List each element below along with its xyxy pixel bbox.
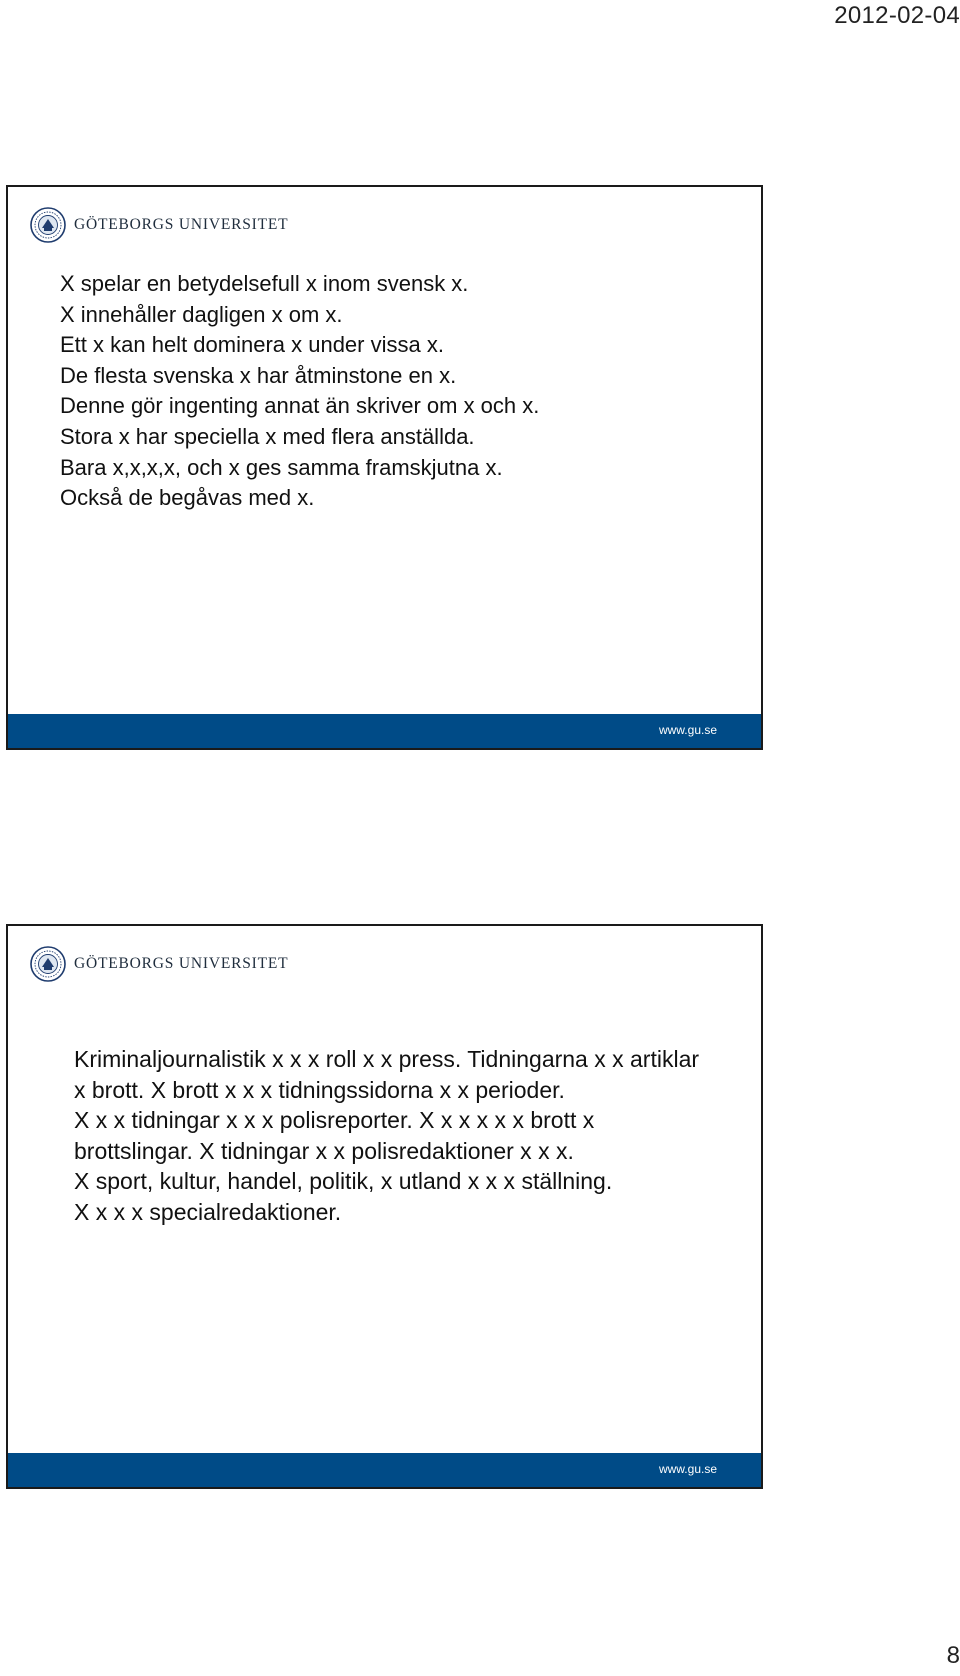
text-line: Bara x,x,x,x, och x ges samma framskjutna x. [60, 454, 503, 480]
university-name: GÖTEBORGS UNIVERSITET [74, 955, 289, 972]
footer-url: www.gu.se [658, 1462, 717, 1476]
slide-footer-bar [8, 714, 761, 748]
text-line: X spelar en betydelsefull x inom svensk x. [60, 271, 469, 296]
page-date: 2012-02-04 [834, 2, 960, 29]
university-logo [30, 944, 288, 984]
text-line: Ett x kan helt dominera x under vissa x. [60, 332, 444, 358]
text-line: De flesta svenska x har åtminstone en x. [60, 362, 457, 388]
page-number: 8 [946, 1642, 960, 1669]
university-logo [30, 205, 288, 245]
text-line: x brott. X brott x x x tidningssidorna x x perioder. [74, 1076, 565, 1103]
text-line: Stora x har speciella x med flera anställda. [60, 423, 475, 449]
text-line: X x x tidningar x x x polisreporter. X x x x x x brott x [74, 1107, 595, 1134]
text-line: X sport, kultur, handel, politik, x utland x x x ställning. [74, 1168, 613, 1195]
text-line: Också de begåvas med x. [60, 485, 315, 511]
text-line: brottslingar. X tidningar x x polisredaktioner x x x. [74, 1137, 574, 1164]
slide-body [60, 269, 755, 514]
slide-1 [6, 185, 763, 750]
university-seal-icon [30, 207, 66, 243]
footer-url: www.gu.se [658, 723, 717, 737]
text-line: Denne gör ingenting annat än skriver om x och x. [60, 393, 540, 419]
slide-body [74, 1044, 755, 1228]
slide-footer-bar [8, 1453, 761, 1487]
text-line: Kriminaljournalistik x x x roll x x press. Tidningarna x x artiklar [74, 1046, 700, 1072]
university-name: GÖTEBORGS UNIVERSITET [74, 216, 289, 233]
text-line: X innehåller dagligen x om x. [60, 301, 343, 327]
university-seal-icon [30, 946, 66, 982]
slide-2 [6, 924, 763, 1489]
text-line: X x x x specialredaktioner. [74, 1198, 342, 1225]
